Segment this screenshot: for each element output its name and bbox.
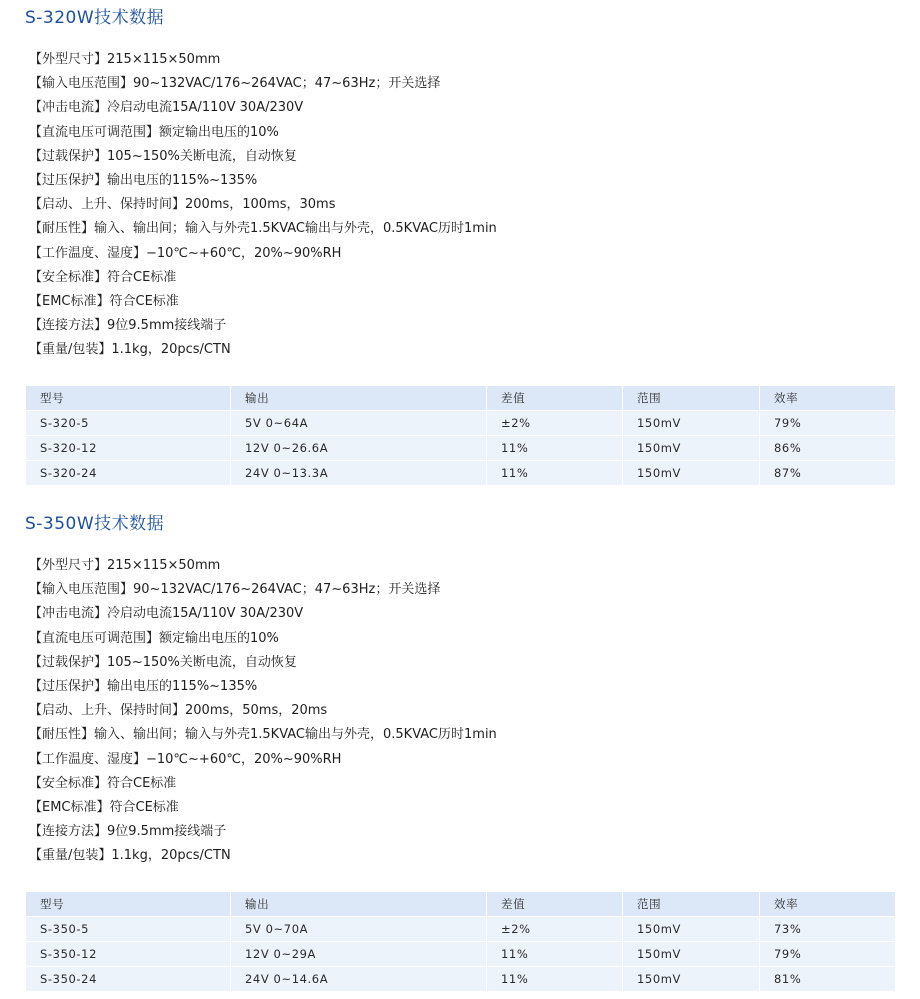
spec-list (29, 554, 497, 868)
cell-efficiency: 86% (760, 436, 895, 461)
cell-tolerance: 11% (487, 436, 623, 461)
table-header-row (26, 892, 895, 917)
section-title: S-320W技术数据 (25, 8, 165, 28)
spec-item: 【外型尺寸】215×115×50mm (29, 52, 221, 67)
cell-ripple: 150mV (623, 967, 760, 992)
spec-item: 【启动、上升、保持时间】200ms，100ms，30ms (29, 197, 336, 213)
cell-model: S-320-12 (26, 436, 231, 461)
model-table (26, 386, 895, 486)
spec-item: 【过压保护】输出电压的115%~135% (29, 678, 258, 694)
spec-item: 【直流电压可调范围】额定输出电压的10% (29, 124, 279, 140)
cell-model: S-350-5 (26, 917, 231, 942)
spec-item: 【EMC标准】符合CE标准 (29, 293, 179, 309)
spec-item: 【冲击电流】冷启动电流15A/110V 30A/230V (29, 606, 304, 622)
header-efficiency: 效率 (760, 892, 895, 917)
table-row (26, 967, 895, 992)
spec-item: 【直流电压可调范围】额定输出电压的10% (29, 630, 279, 646)
spec-item: 【重量/包装】1.1kg，20pcs/CTN (29, 342, 231, 358)
spec-item: 【工作温度、湿度】−10℃~+60℃，20%~90%RH (29, 245, 342, 261)
cell-output: 5V 0~70A (231, 917, 487, 942)
spec-item: 【冲击电流】冷启动电流15A/110V 30A/230V (29, 100, 304, 116)
cell-efficiency: 79% (760, 411, 895, 436)
header-output: 输出 (231, 386, 487, 411)
spec-item: 【重量/包装】1.1kg，20pcs/CTN (29, 848, 231, 864)
spec-item: 【连接方法】9位9.5mm接线端子 (29, 824, 227, 840)
cell-model: S-350-12 (26, 942, 231, 967)
spec-item: 【连接方法】9位9.5mm接线端子 (29, 318, 227, 334)
header-model: 型号 (26, 386, 231, 411)
spec-item: 【过载保护】105~150%关断电流，自动恢复 (29, 654, 297, 670)
spec-item: 【工作温度、湿度】−10℃~+60℃，20%~90%RH (29, 751, 342, 767)
header-output: 输出 (231, 892, 487, 917)
cell-ripple: 150mV (623, 917, 760, 942)
cell-ripple: 150mV (623, 436, 760, 461)
cell-output: 5V 0~64A (231, 411, 487, 436)
cell-tolerance: 11% (487, 967, 623, 992)
cell-output: 24V 0~14.6A (231, 967, 487, 992)
cell-ripple: 150mV (623, 411, 760, 436)
cell-model: S-350-24 (26, 967, 231, 992)
spec-item: 【外型尺寸】215×115×50mm (29, 558, 221, 573)
cell-ripple: 150mV (623, 461, 760, 486)
header-tolerance: 差值 (487, 892, 623, 917)
spec-item: 【输入电压范围】90~132VAC/176~264VAC；47~63Hz；开关选择 (29, 582, 441, 598)
table-header-row (26, 386, 895, 411)
spec-item: 【耐压性】输入、输出间；输入与外壳1.5KVAC输出与外壳，0.5KVAC历时1min (29, 727, 497, 743)
header-tolerance: 差值 (487, 386, 623, 411)
spec-item: 【EMC标准】符合CE标准 (29, 799, 179, 815)
cell-model: S-320-5 (26, 411, 231, 436)
header-model: 型号 (26, 892, 231, 917)
section-title: S-350W技术数据 (25, 514, 165, 534)
header-efficiency: 效率 (760, 386, 895, 411)
table-row (26, 436, 895, 461)
header-ripple: 范围 (623, 386, 760, 411)
header-ripple: 范围 (623, 892, 760, 917)
table-row (26, 942, 895, 967)
cell-tolerance: 11% (487, 461, 623, 486)
table-row (26, 917, 895, 942)
cell-efficiency: 79% (760, 942, 895, 967)
spec-item: 【输入电压范围】90~132VAC/176~264VAC；47~63Hz；开关选择 (29, 76, 441, 92)
spec-item: 【安全标准】符合CE标准 (29, 269, 177, 285)
cell-tolerance: ±2% (487, 917, 623, 942)
cell-model: S-320-24 (26, 461, 231, 486)
spec-item: 【过压保护】输出电压的115%~135% (29, 172, 258, 188)
spec-item: 【耐压性】输入、输出间；输入与外壳1.5KVAC输出与外壳，0.5KVAC历时1min (29, 221, 497, 237)
cell-efficiency: 87% (760, 461, 895, 486)
table-row (26, 461, 895, 486)
spec-item: 【安全标准】符合CE标准 (29, 775, 177, 791)
cell-tolerance: 11% (487, 942, 623, 967)
spec-list (29, 48, 497, 362)
cell-efficiency: 81% (760, 967, 895, 992)
cell-ripple: 150mV (623, 942, 760, 967)
spec-item: 【过载保护】105~150%关断电流，自动恢复 (29, 148, 297, 164)
cell-tolerance: ±2% (487, 411, 623, 436)
spec-item: 【启动、上升、保持时间】200ms，50ms，20ms (29, 703, 328, 719)
table-row (26, 411, 895, 436)
cell-efficiency: 73% (760, 917, 895, 942)
cell-output: 12V 0~26.6A (231, 436, 487, 461)
cell-output: 24V 0~13.3A (231, 461, 487, 486)
model-table (26, 892, 895, 992)
cell-output: 12V 0~29A (231, 942, 487, 967)
